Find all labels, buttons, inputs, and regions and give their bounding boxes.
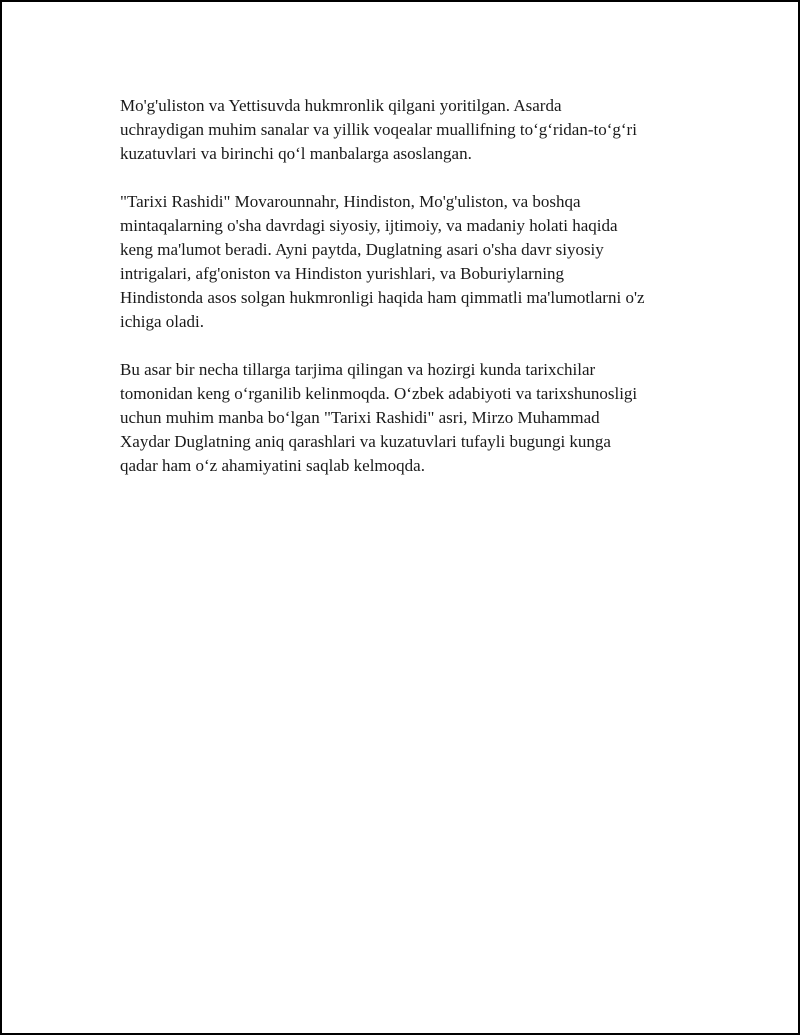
paragraph-2: [120, 190, 700, 334]
text-line: Hindistonda asos solgan hukmronligi haqida ham qimmatli ma'lumotlarni o'z: [120, 288, 645, 307]
text-line: Xaydar Duglatning aniq qarashlari va kuzatuvlari tufayli bugungi kunga: [120, 432, 611, 451]
text-line: uchraydigan muhim sanalar va yillik voqealar muallifning to‘g‘ridan-to‘g‘ri: [120, 120, 637, 139]
text-line: "Tarixi Rashidi" Movarounnahr, Hindiston, Mo'g'uliston, va boshqa: [120, 192, 581, 211]
text-line: keng ma'lumot beradi. Ayni paytda, Duglatning asari o'sha davr siyosiy: [120, 240, 604, 259]
text-line: Bu asar bir necha tillarga tarjima qilingan va hozirgi kunda tarixchilar: [120, 360, 596, 379]
document-body: [120, 94, 700, 502]
text-line: uchun muhim manba bo‘lgan "Tarixi Rashidi" asri, Mirzo Muhammad: [120, 408, 600, 427]
paragraph-3: [120, 358, 700, 478]
text-line: mintaqalarning o'sha davrdagi siyosiy, ijtimoiy, va madaniy holati haqida: [120, 216, 618, 235]
text-line: kuzatuvlari va birinchi qo‘l manbalarga asoslangan.: [120, 144, 472, 163]
paragraph-1: [120, 94, 700, 166]
text-line: qadar ham o‘z ahamiyatini saqlab kelmoqda.: [120, 456, 425, 475]
text-line: Mo'g'uliston va Yettisuvda hukmronlik qilgani yoritilgan. Asarda: [120, 96, 562, 115]
text-line: tomonidan keng o‘rganilib kelinmoqda. O‘zbek adabiyoti va tarixshunosligi: [120, 384, 638, 403]
text-line: intrigalari, afg'oniston va Hindiston yurishlari, va Boburiylarning: [120, 264, 565, 283]
text-line: ichiga oladi.: [120, 312, 205, 331]
